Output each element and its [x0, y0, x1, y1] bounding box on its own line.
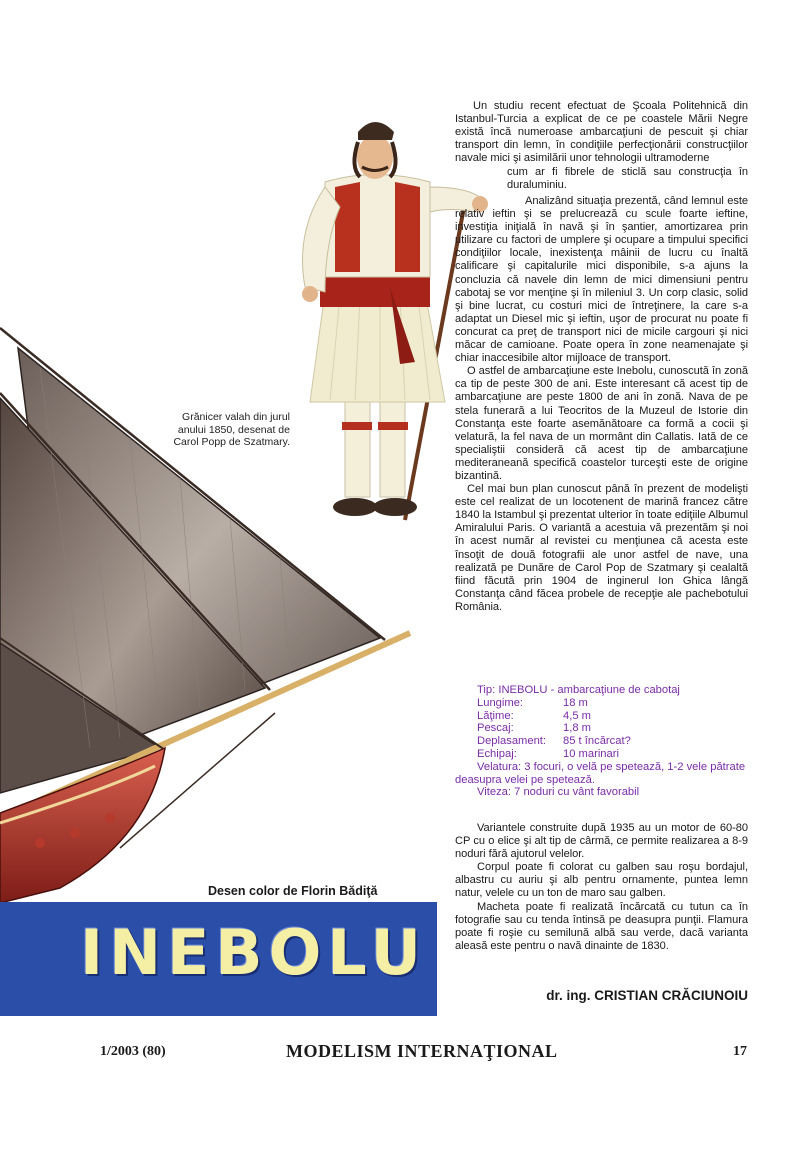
spec-value: 1,8 m — [563, 722, 591, 735]
footer-magazine: MODELISM INTERNAŢIONAL — [286, 1041, 558, 1061]
article-paragraph-7: Macheta poate fi realizată încărcată cu tutun ca în fotografie sau cu tenda întinsă pe deasupra punţii. Flamura poate fi roşie cu semilună albă sau verde, dacă varianta aleasă este pentru o navă dinainte de 1830. — [455, 900, 748, 952]
article-paragraph-1-continued: cum ar fi fibrele de sticlă sau construcţia în duraluminiu. — [507, 166, 748, 192]
spec-label: Lăţime: — [477, 709, 514, 722]
spec-row — [455, 735, 750, 748]
illustration-credit: Desen color de Florin Bădiţă — [208, 884, 378, 898]
title-banner — [0, 902, 437, 1016]
spec-value: 4,5 m — [563, 709, 591, 722]
article-wrap-block — [507, 166, 748, 192]
article-paragraph-6: Corpul poate fi colorat cu galben sau roşu bordajul, albastru cu auriu şi alb pentru ornamente, puntea lemn natur, velele cu un ton de maro sau galben. — [455, 861, 748, 900]
spec-label: Deplasament: — [477, 735, 547, 748]
spec-row — [455, 710, 750, 723]
article-bottom-block — [455, 822, 748, 953]
author-signature: dr. ing. CRISTIAN CRĂCIUNOIU — [546, 988, 748, 1003]
spec-label: Lungime: — [477, 696, 524, 709]
spec-row — [455, 748, 750, 761]
spec-label: Echipaj: — [477, 747, 517, 760]
spec-rigging: Velatura: 3 focuri, o velă pe spetează, 1-2 vele pătrate deasupra velei pe spetează. — [455, 760, 746, 786]
footer-issue: 1/2003 (80) — [100, 1044, 166, 1059]
spec-row — [455, 722, 750, 735]
illustration-caption: Grănicer valah din jurul anului 1850, desenat de Carol Popp de Szatmary. — [173, 411, 290, 448]
article-top-right-block — [455, 100, 748, 165]
spec-value: 10 marinari — [563, 747, 619, 760]
article-paragraph-1: Un studiu recent efectuat de Şcoala Politehnică din Istanbul-Turcia a explicat de ce pe coastele Mării Negre există încă numeroase ambarcaţiuni de pescuit şi chiar transport din lemn, în condiţiile perfecţionării construcţiilor navale mici şi asimilării unor tehnologii ultramoderne — [455, 100, 748, 165]
specifications — [455, 684, 750, 799]
spec-row — [455, 697, 750, 710]
article-title: INEBOLU — [80, 916, 427, 989]
article-paragraph-4: Cel mai bun plan cunoscut până în prezent de modelişti este cel realizat de un locotenent de marină francez către 1840 la Istambul şi prezentat ulterior în toate ediţiile Albumul Amiralului Paris. O variantă a acestuia vă prezentăm şi noi în acest număr al revistei cu menţiunea că acesta este însoţit de două fotografii ale unor astfel de nave, una realizată pe Dunăre de Carol Pop de Szatmary şi cealaltă fiind făcută prin 1904 de inginerul Ion Ghica lângă Constanţa când făcea probele de recepţie ale pachebotului România. — [455, 483, 748, 613]
footer-page-number: 17 — [733, 1044, 747, 1059]
spec-speed: Viteza: 7 noduri cu vânt favorabil — [477, 786, 640, 799]
spec-value: 18 m — [563, 696, 588, 709]
spec-value: 85 t încărcat? — [563, 735, 631, 748]
article-paragraph-3: O astfel de ambarcaţiune este Inebolu, cunoscută în zonă ca tip de peste 300 de ani. Este interesant că acest tip de ambarcaţiune are peste 1800 de ani în zonă. Nava de pe stela funerară a lui Teocritos de la Muzeul de Istorie din Constanţa este foarte asemănătoare ca formă a cocii şi velatură, la fel nava de un mormânt din Callatis. Iată de ce specialiştii consideră că acest tip de ambarcaţiune mediteraneană specifică coastelor turceşti este de origine bizantină. — [455, 365, 748, 482]
spec-type: Tip: INEBOLU - ambarcaţiune de cabotaj — [477, 684, 680, 696]
article-main-block — [455, 195, 748, 614]
article-paragraph-2: Analizând situaţia prezentă, când lemnul este relativ ieftin şi se prelucrează cu scule foarte ieftine, investiţia iniţială în navă şi în şantier, amortizarea prin utilizare cu factori de umplere şi ocupare a timpului specifici condiţiilor locale, inexistenţa mâinii de lucru cu înaltă calificare şi capitalurile mici disponibile, s-a ajuns la concluzia că navele din lemn de mici dimensiuni pentru cabotaj se vor menţine şi în mileniul 3. Un corp clasic, solid şi bine lucrat, cu costuri mici de întreţinere, la care s-a adaptat un Diesel mic şi ieftin, uşor de procurat nu poate fi concurat ca preţ de transport nici de micile cargouri şi nici măcar de camioane. Poate opera în zone neamenajate şi chiar inaccesibile altor mijloace de transport. — [455, 195, 748, 365]
spec-label: Pescaj: — [477, 722, 514, 735]
article-paragraph-5: Variantele construite după 1935 au un motor de 60-80 CP cu o elice şi alt tip de cârmă, ce permite realizarea a 8-9 noduri fără ajutorul velelor. — [455, 822, 748, 861]
